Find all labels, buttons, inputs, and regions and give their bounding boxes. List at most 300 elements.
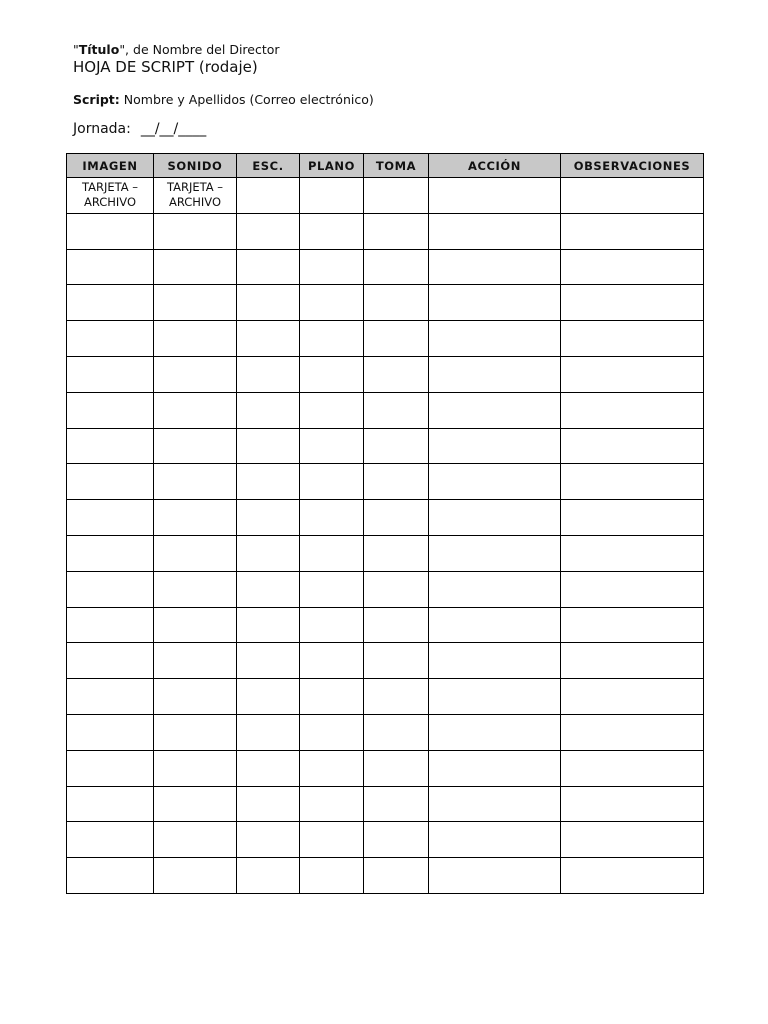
cell-text bbox=[237, 464, 299, 466]
table-cell[interactable] bbox=[300, 178, 364, 214]
table-cell[interactable] bbox=[364, 786, 429, 822]
document-subtitle: HOJA DE SCRIPT (rodaje) bbox=[73, 58, 258, 76]
table-cell[interactable] bbox=[561, 285, 704, 321]
table-row bbox=[67, 428, 704, 464]
cell-text bbox=[237, 679, 299, 681]
table-cell[interactable] bbox=[300, 464, 364, 500]
cell-text bbox=[237, 536, 299, 538]
table-cell[interactable] bbox=[561, 392, 704, 428]
table-cell[interactable] bbox=[364, 249, 429, 285]
cell-text bbox=[237, 822, 299, 824]
cell-text bbox=[237, 178, 299, 180]
cell-text bbox=[154, 429, 236, 431]
cell-text bbox=[154, 608, 236, 610]
table-cell[interactable] bbox=[67, 714, 154, 750]
cell-text bbox=[237, 285, 299, 287]
table-cell[interactable] bbox=[364, 213, 429, 249]
table-cell[interactable] bbox=[364, 178, 429, 214]
cell-text bbox=[300, 250, 363, 252]
table-cell[interactable] bbox=[429, 786, 561, 822]
table-cell[interactable] bbox=[154, 822, 237, 858]
cell-text bbox=[300, 357, 363, 359]
table-row bbox=[67, 178, 704, 214]
table-cell[interactable] bbox=[561, 321, 704, 357]
table-row bbox=[67, 249, 704, 285]
table-cell[interactable] bbox=[237, 786, 300, 822]
table-cell[interactable] bbox=[561, 714, 704, 750]
cell-text bbox=[561, 643, 703, 645]
cell-text bbox=[67, 500, 153, 502]
table-cell[interactable] bbox=[300, 356, 364, 392]
table-cell[interactable] bbox=[237, 249, 300, 285]
cell-text bbox=[237, 357, 299, 359]
table-cell[interactable] bbox=[429, 822, 561, 858]
title-bold: Título bbox=[78, 42, 120, 57]
cell-text bbox=[300, 787, 363, 789]
table-row bbox=[67, 500, 704, 536]
cell-text bbox=[561, 285, 703, 287]
table-cell[interactable] bbox=[154, 607, 237, 643]
cell-text bbox=[154, 643, 236, 645]
table-cell[interactable] bbox=[429, 356, 561, 392]
table-cell[interactable] bbox=[237, 679, 300, 715]
cell-text bbox=[364, 429, 428, 431]
table-cell[interactable] bbox=[67, 428, 154, 464]
table-cell[interactable] bbox=[237, 750, 300, 786]
column-header-observaciones: OBSERVACIONES bbox=[561, 154, 704, 178]
table-cell[interactable] bbox=[67, 464, 154, 500]
table-cell[interactable] bbox=[561, 535, 704, 571]
table-cell[interactable] bbox=[237, 643, 300, 679]
table-cell[interactable] bbox=[561, 178, 704, 214]
column-header-esc: ESC. bbox=[237, 154, 300, 178]
table-cell[interactable] bbox=[429, 321, 561, 357]
table-cell[interactable] bbox=[67, 786, 154, 822]
column-header-sonido: SONIDO bbox=[154, 154, 237, 178]
table-cell[interactable] bbox=[364, 428, 429, 464]
cell-text bbox=[561, 321, 703, 323]
table-cell[interactable] bbox=[364, 356, 429, 392]
table-cell[interactable] bbox=[67, 535, 154, 571]
table-cell[interactable] bbox=[237, 858, 300, 894]
cell-text bbox=[154, 751, 236, 753]
cell-text bbox=[237, 787, 299, 789]
table-cell[interactable] bbox=[154, 285, 237, 321]
cell-text bbox=[364, 679, 428, 681]
table-row bbox=[67, 822, 704, 858]
table-cell[interactable] bbox=[237, 822, 300, 858]
table-cell[interactable] bbox=[154, 356, 237, 392]
script-value: Nombre y Apellidos (Correo electrónico) bbox=[123, 92, 374, 107]
cell-text bbox=[154, 250, 236, 252]
cell-text bbox=[561, 250, 703, 252]
cell-text bbox=[67, 679, 153, 681]
table-cell[interactable] bbox=[154, 750, 237, 786]
table-row bbox=[67, 607, 704, 643]
cell-text bbox=[364, 715, 428, 717]
table-row bbox=[67, 571, 704, 607]
cell-text bbox=[300, 643, 363, 645]
cell-text bbox=[364, 858, 428, 860]
cell-text bbox=[154, 393, 236, 395]
table-cell[interactable] bbox=[67, 679, 154, 715]
table-cell[interactable] bbox=[237, 285, 300, 321]
table-cell[interactable] bbox=[300, 858, 364, 894]
table-cell[interactable] bbox=[429, 249, 561, 285]
table-cell[interactable] bbox=[67, 356, 154, 392]
cell-text bbox=[300, 572, 363, 574]
table-cell[interactable] bbox=[237, 464, 300, 500]
cell-text bbox=[429, 429, 560, 431]
table-cell[interactable] bbox=[154, 858, 237, 894]
cell-text bbox=[429, 178, 560, 180]
table-cell[interactable] bbox=[154, 714, 237, 750]
cell-text bbox=[429, 643, 560, 645]
cell-text bbox=[561, 214, 703, 216]
table-cell[interactable] bbox=[364, 750, 429, 786]
table-cell[interactable] bbox=[364, 822, 429, 858]
cell-text bbox=[364, 357, 428, 359]
table-cell[interactable] bbox=[237, 500, 300, 536]
cell-text bbox=[364, 643, 428, 645]
table-cell[interactable] bbox=[300, 392, 364, 428]
cell-text bbox=[429, 858, 560, 860]
cell-text bbox=[364, 321, 428, 323]
table-cell[interactable] bbox=[154, 428, 237, 464]
table-cell[interactable] bbox=[154, 500, 237, 536]
table-cell[interactable] bbox=[300, 535, 364, 571]
table-cell[interactable] bbox=[561, 500, 704, 536]
cell-text bbox=[561, 429, 703, 431]
table-cell[interactable] bbox=[300, 571, 364, 607]
table-cell[interactable] bbox=[300, 321, 364, 357]
table-row bbox=[67, 714, 704, 750]
column-header-acción: ACCIÓN bbox=[429, 154, 561, 178]
cell-text bbox=[67, 751, 153, 753]
table-cell[interactable] bbox=[561, 643, 704, 679]
cell-text bbox=[237, 500, 299, 502]
table-header-row bbox=[67, 154, 704, 178]
table-cell[interactable] bbox=[561, 679, 704, 715]
cell-text bbox=[300, 429, 363, 431]
cell-text: TARJETA – ARCHIVO bbox=[81, 180, 139, 209]
cell-text bbox=[154, 679, 236, 681]
cell-text bbox=[67, 715, 153, 717]
table-cell[interactable] bbox=[67, 249, 154, 285]
table-cell[interactable] bbox=[429, 714, 561, 750]
table-cell[interactable] bbox=[429, 285, 561, 321]
table-cell[interactable] bbox=[154, 178, 237, 214]
cell-text bbox=[154, 357, 236, 359]
cell-text bbox=[67, 608, 153, 610]
cell-text bbox=[67, 787, 153, 789]
cell-text: TARJETA – ARCHIVO bbox=[166, 180, 224, 209]
cell-text bbox=[67, 643, 153, 645]
cell-text bbox=[67, 572, 153, 574]
cell-text bbox=[561, 822, 703, 824]
cell-text bbox=[429, 464, 560, 466]
table-cell[interactable] bbox=[364, 643, 429, 679]
table-cell[interactable] bbox=[154, 213, 237, 249]
table-row bbox=[67, 213, 704, 249]
cell-text bbox=[67, 858, 153, 860]
table-cell[interactable] bbox=[561, 213, 704, 249]
table-cell[interactable] bbox=[561, 750, 704, 786]
table-cell[interactable] bbox=[67, 285, 154, 321]
table-cell[interactable] bbox=[429, 428, 561, 464]
cell-text bbox=[561, 178, 703, 180]
cell-text bbox=[300, 321, 363, 323]
cell-text bbox=[429, 715, 560, 717]
table-cell[interactable] bbox=[364, 714, 429, 750]
cell-text bbox=[300, 608, 363, 610]
table-cell[interactable] bbox=[154, 392, 237, 428]
cell-text bbox=[300, 858, 363, 860]
cell-text bbox=[67, 464, 153, 466]
cell-text bbox=[561, 464, 703, 466]
cell-text bbox=[364, 393, 428, 395]
table-cell[interactable] bbox=[364, 464, 429, 500]
table-cell[interactable] bbox=[67, 750, 154, 786]
table-cell[interactable] bbox=[154, 464, 237, 500]
table-row bbox=[67, 464, 704, 500]
table-cell[interactable] bbox=[67, 643, 154, 679]
table-cell[interactable] bbox=[364, 858, 429, 894]
cell-text bbox=[154, 858, 236, 860]
table-cell[interactable] bbox=[300, 213, 364, 249]
table-cell[interactable] bbox=[429, 392, 561, 428]
script-label: Script: bbox=[73, 92, 120, 107]
table-row bbox=[67, 285, 704, 321]
table-cell[interactable] bbox=[154, 643, 237, 679]
cell-text bbox=[364, 822, 428, 824]
table-row bbox=[67, 750, 704, 786]
table-cell[interactable] bbox=[67, 500, 154, 536]
cell-text bbox=[300, 822, 363, 824]
table-cell[interactable] bbox=[300, 500, 364, 536]
table-cell[interactable] bbox=[561, 786, 704, 822]
cell-text bbox=[561, 393, 703, 395]
cell-text bbox=[429, 572, 560, 574]
table-cell[interactable] bbox=[67, 858, 154, 894]
cell-text bbox=[237, 751, 299, 753]
cell-text bbox=[237, 608, 299, 610]
cell-text bbox=[429, 536, 560, 538]
table-cell[interactable] bbox=[429, 464, 561, 500]
cell-text bbox=[67, 285, 153, 287]
cell-text bbox=[561, 787, 703, 789]
table-cell[interactable] bbox=[237, 607, 300, 643]
cell-text bbox=[300, 393, 363, 395]
table-cell[interactable] bbox=[237, 178, 300, 214]
jornada-date-blank: __/__/____ bbox=[140, 121, 207, 137]
table-row bbox=[67, 679, 704, 715]
table-cell[interactable] bbox=[300, 428, 364, 464]
cell-text bbox=[364, 572, 428, 574]
table-cell[interactable] bbox=[300, 643, 364, 679]
cell-text bbox=[364, 608, 428, 610]
cell-text bbox=[237, 572, 299, 574]
cell-text bbox=[154, 464, 236, 466]
table-cell[interactable] bbox=[154, 679, 237, 715]
table-cell[interactable] bbox=[429, 643, 561, 679]
table-cell[interactable] bbox=[237, 535, 300, 571]
table-cell[interactable] bbox=[237, 213, 300, 249]
table-cell[interactable] bbox=[67, 213, 154, 249]
cell-text bbox=[429, 822, 560, 824]
cell-text bbox=[154, 321, 236, 323]
title-quote-open: " bbox=[73, 42, 79, 57]
cell-text bbox=[300, 751, 363, 753]
table-cell[interactable] bbox=[67, 607, 154, 643]
cell-text bbox=[429, 679, 560, 681]
table-cell[interactable] bbox=[154, 321, 237, 357]
cell-text bbox=[561, 751, 703, 753]
table-cell[interactable] bbox=[67, 571, 154, 607]
table-cell[interactable] bbox=[67, 178, 154, 214]
table-cell[interactable] bbox=[429, 750, 561, 786]
table-cell[interactable] bbox=[67, 321, 154, 357]
table-cell[interactable] bbox=[154, 249, 237, 285]
table-cell[interactable] bbox=[429, 535, 561, 571]
cell-text bbox=[561, 679, 703, 681]
cell-text bbox=[67, 214, 153, 216]
cell-text bbox=[561, 858, 703, 860]
table-cell[interactable] bbox=[561, 428, 704, 464]
cell-text bbox=[154, 787, 236, 789]
table-cell[interactable] bbox=[237, 571, 300, 607]
table-row bbox=[67, 321, 704, 357]
table-cell[interactable] bbox=[429, 213, 561, 249]
cell-text bbox=[237, 393, 299, 395]
table-row bbox=[67, 356, 704, 392]
cell-text bbox=[429, 608, 560, 610]
table-cell[interactable] bbox=[364, 571, 429, 607]
cell-text bbox=[364, 178, 428, 180]
cell-text bbox=[67, 429, 153, 431]
cell-text bbox=[561, 357, 703, 359]
table-cell[interactable] bbox=[364, 285, 429, 321]
cell-text bbox=[429, 214, 560, 216]
table-cell[interactable] bbox=[364, 392, 429, 428]
table-cell[interactable] bbox=[300, 249, 364, 285]
table-cell[interactable] bbox=[300, 750, 364, 786]
cell-text bbox=[429, 787, 560, 789]
table-cell[interactable] bbox=[429, 679, 561, 715]
table-cell[interactable] bbox=[429, 607, 561, 643]
table-cell[interactable] bbox=[154, 535, 237, 571]
table-cell[interactable] bbox=[364, 607, 429, 643]
table-cell[interactable] bbox=[300, 679, 364, 715]
cell-text bbox=[300, 536, 363, 538]
cell-text bbox=[300, 178, 363, 180]
cell-text bbox=[429, 250, 560, 252]
title-rest: ", de Nombre del Director bbox=[119, 42, 280, 57]
cell-text bbox=[154, 500, 236, 502]
table-cell[interactable] bbox=[561, 822, 704, 858]
table-cell[interactable] bbox=[561, 356, 704, 392]
cell-text bbox=[237, 715, 299, 717]
table-cell[interactable] bbox=[561, 607, 704, 643]
table-row bbox=[67, 392, 704, 428]
table-cell[interactable] bbox=[237, 392, 300, 428]
table-cell[interactable] bbox=[154, 786, 237, 822]
table-cell[interactable] bbox=[429, 858, 561, 894]
table-cell[interactable] bbox=[561, 464, 704, 500]
table-cell[interactable] bbox=[561, 571, 704, 607]
cell-text bbox=[364, 250, 428, 252]
table-cell[interactable] bbox=[561, 249, 704, 285]
cell-text bbox=[429, 285, 560, 287]
cell-text bbox=[154, 536, 236, 538]
cell-text bbox=[561, 572, 703, 574]
cell-text bbox=[429, 357, 560, 359]
cell-text bbox=[237, 643, 299, 645]
cell-text bbox=[154, 572, 236, 574]
cell-text bbox=[154, 715, 236, 717]
cell-text bbox=[561, 608, 703, 610]
table-cell[interactable] bbox=[67, 822, 154, 858]
table-cell[interactable] bbox=[300, 285, 364, 321]
table-cell[interactable] bbox=[237, 714, 300, 750]
cell-text bbox=[561, 536, 703, 538]
cell-text bbox=[154, 822, 236, 824]
cell-text bbox=[300, 285, 363, 287]
table-cell[interactable] bbox=[364, 321, 429, 357]
table-cell[interactable] bbox=[67, 392, 154, 428]
cell-text bbox=[429, 393, 560, 395]
table-cell[interactable] bbox=[300, 822, 364, 858]
cell-text bbox=[429, 500, 560, 502]
table-cell[interactable] bbox=[237, 428, 300, 464]
jornada-line bbox=[73, 121, 206, 137]
cell-text bbox=[300, 679, 363, 681]
cell-text bbox=[67, 393, 153, 395]
column-header-toma: TOMA bbox=[364, 154, 429, 178]
table-row bbox=[67, 786, 704, 822]
cell-text bbox=[364, 536, 428, 538]
table-cell[interactable] bbox=[429, 178, 561, 214]
table-cell[interactable] bbox=[429, 500, 561, 536]
table-cell[interactable] bbox=[300, 786, 364, 822]
table-cell[interactable] bbox=[237, 356, 300, 392]
cell-text bbox=[237, 214, 299, 216]
cell-text bbox=[300, 715, 363, 717]
cell-text bbox=[429, 321, 560, 323]
cell-text bbox=[561, 500, 703, 502]
table-cell[interactable] bbox=[237, 321, 300, 357]
cell-text bbox=[364, 751, 428, 753]
cell-text bbox=[67, 822, 153, 824]
table-row bbox=[67, 643, 704, 679]
table-cell[interactable] bbox=[364, 535, 429, 571]
table-cell[interactable] bbox=[429, 571, 561, 607]
cell-text bbox=[67, 321, 153, 323]
table-body bbox=[67, 178, 704, 894]
table-cell[interactable] bbox=[364, 500, 429, 536]
table-cell[interactable] bbox=[561, 858, 704, 894]
cell-text bbox=[67, 357, 153, 359]
table-cell[interactable] bbox=[300, 714, 364, 750]
script-line bbox=[73, 92, 374, 107]
cell-text bbox=[67, 536, 153, 538]
cell-text bbox=[364, 464, 428, 466]
cell-text bbox=[561, 715, 703, 717]
script-table bbox=[66, 153, 704, 894]
table-cell[interactable] bbox=[154, 571, 237, 607]
table-cell[interactable] bbox=[364, 679, 429, 715]
table-cell[interactable] bbox=[300, 607, 364, 643]
